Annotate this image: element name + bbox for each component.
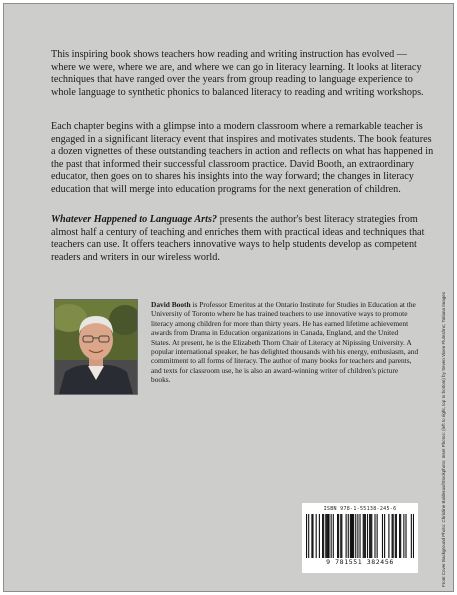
back-cover [3,3,454,592]
barcode-bar [352,514,353,558]
author-bio-text: is Professor Emeritus at the Ontario Institute for Studies in Education at the University of Toronto where he has trained teachers to use innovative ways to promote literacy among children for more than thirty years. He has earned lifetime achievement awards from Drama in Education organizations in Canada, England, and the United States. At present, he is the Elizabeth Thorn Chair of Literacy at Nipissing University. A popular international speaker, he has delighted thousands with his energy, enthusiasm, and commitment to all forms of literacy. The author of many books for teachers and parents, and texts for classroom use, he is also an award-winning writer of children's picture books. [151,300,419,385]
description-paragraph-2: Each chapter begins with a glimpse into a modern classroom where a remarkable teacher is engaged in a significant literacy event that inspires and motivates students. The book features a dozen vignettes of these outstanding teachers in action and reflects on what has happened in the past that informed their successful classroom practice. David Booth, an extraordinary educator, then goes on to shares his insights into the way forward; the changes in literacy education that will merge into education programs for the next generation of children. [51,121,434,195]
barcode-bars [306,514,414,558]
author-bio [151,300,419,385]
barcode-bar [374,514,375,558]
barcode-bar [365,514,366,558]
barcode-bar [311,514,312,558]
barcode-digits: 9 781551 382456 [326,558,394,566]
barcode-bar [395,514,396,558]
barcode-bar [306,514,307,558]
description-paragraph-1: This inspiring book shows teachers how reading and writing instruction has evolved — where we were, where we are, and where we can go in literacy learning. It looks at literacy techniques that have ranged over the years from group reading to language experience to whole language to synthetic phonics to balanced literacy to reading and writing workshops. [51,49,424,98]
description-paragraph-3 [51,214,434,264]
isbn-label: ISBN 978-1-55138-245-6 [323,506,397,512]
barcode-bar [413,514,414,558]
barcode-bar [333,514,334,558]
barcode-bar [323,514,324,558]
author-portrait-image [55,300,137,394]
barcode-bar [384,514,385,558]
barcode-bar [331,514,332,558]
barcode-bar [369,514,370,558]
barcode-bar [326,514,327,558]
barcode-bar [371,514,372,558]
barcode-bar [340,514,341,558]
barcode-bar [364,514,365,558]
barcode-bar [393,514,394,558]
barcode-bar [355,514,356,558]
barcode-bar [350,514,351,558]
barcode-bar [346,514,347,558]
barcode-bar [405,514,406,558]
book-title: Whatever Happened to Language Arts? [51,214,218,225]
barcode-bar [396,514,397,558]
barcode-bar [319,514,320,558]
barcode-bar [399,514,400,558]
barcode-bar [312,514,313,558]
photo-credits: Front Cover Background Photo: Christine Balderas/iStockphoto; Inset Photos: (left to right, top to bottom) by Seven Vixen Flutes/Inc; Tatiana Images [441,292,446,587]
barcode-bar [382,514,383,558]
barcode-bar [328,514,329,558]
barcode-bar [351,514,352,558]
author-name: David Booth [151,300,191,309]
barcode-bar [325,514,326,558]
barcode-bar [388,514,389,558]
author-photo [54,299,138,395]
barcode-bar [359,514,360,558]
barcode-bar [357,514,358,558]
barcode-bar [400,514,401,558]
barcode-bar [338,514,339,558]
barcode-bar [411,514,412,558]
isbn-barcode [302,503,418,573]
barcode-bar [367,514,368,558]
barcode-bar [322,514,323,558]
barcode-bar [377,514,378,558]
barcode-bar [353,514,354,558]
barcode-bar [316,514,317,558]
barcode-bar [403,514,404,558]
barcode-bar [363,514,364,558]
barcode-bar [341,514,342,558]
description-paragraph-3-text: presents the author's best literacy strategies from almost half a century of teaching and enriches them with practical ideas and techniques that teachers can use. It offers teachers innovative ways to help students develop as competent readers and writers in our wireless world. [51,214,425,263]
barcode-bar [370,514,371,558]
barcode-bar [348,514,349,558]
barcode-bar [392,514,393,558]
barcode-bar [308,514,309,558]
barcode-bar [327,514,328,558]
barcode-bar [337,514,338,558]
